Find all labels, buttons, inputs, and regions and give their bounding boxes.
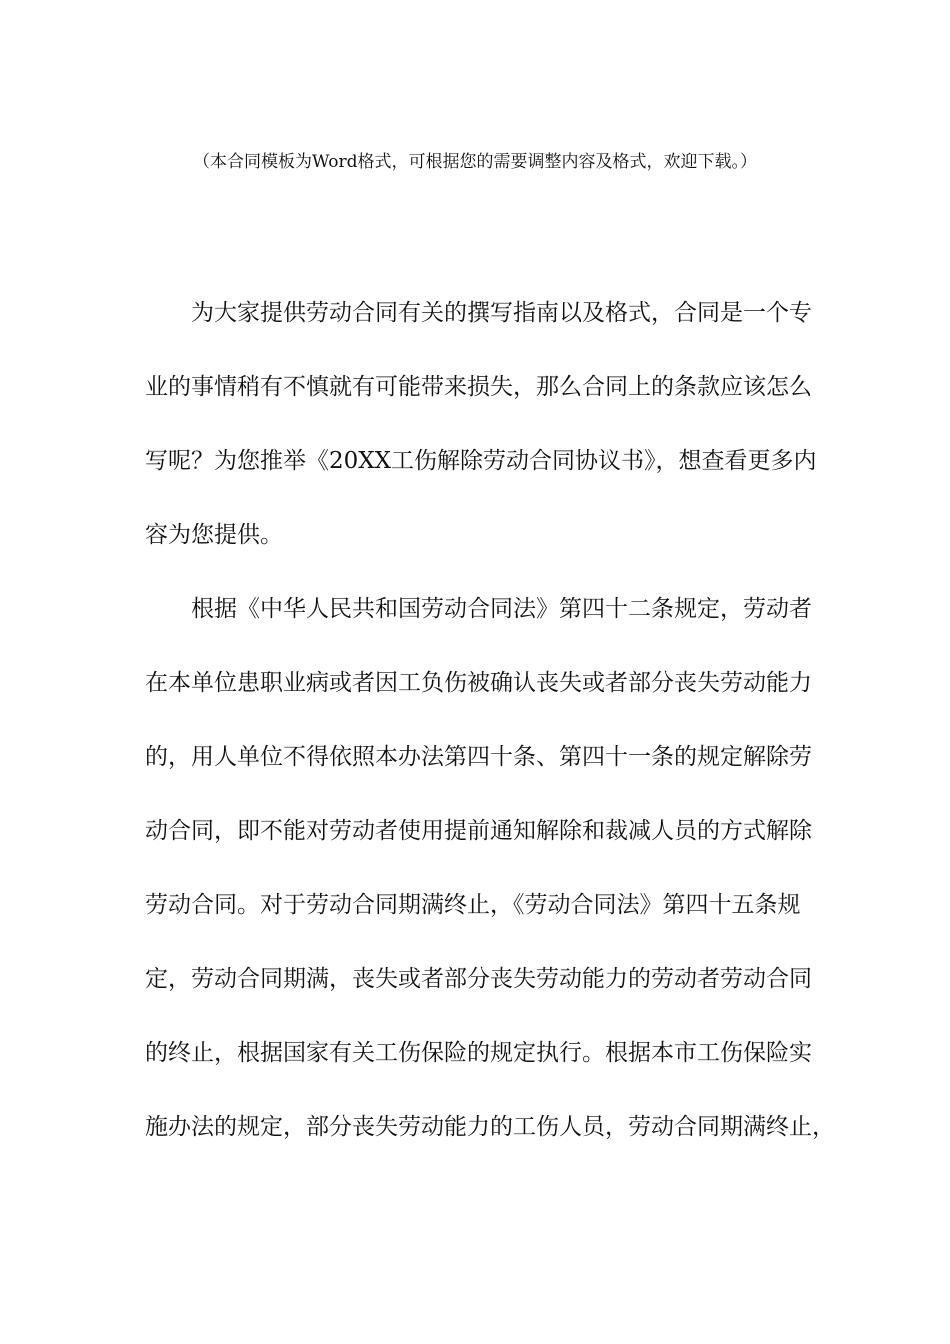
text-line: 在本单位患职业病或者因工负伤被确认丧失或者部分丧失劳动能力 — [145, 670, 812, 696]
text-line: 根据《中华人民共和国劳动合同法》第四十二条规定，劳动者 — [191, 596, 812, 622]
template-note: （本合同模板为Word格式，可根据您的需要调整内容及格式，欢迎下载。） — [192, 152, 758, 172]
text-line: 的终止，根据国家有关工伤保险的规定执行。根据本市工伤保险实 — [145, 1040, 812, 1066]
paragraph-law — [145, 593, 835, 1185]
text-line: 容为您提供。 — [145, 522, 283, 548]
text-line: 的，用人单位不得依照本办法第四十条、第四十一条的规定解除劳 — [145, 744, 812, 770]
text-line: 劳动合同。对于劳动合同期满终止，《劳动合同法》第四十五条规 — [145, 892, 801, 918]
text-line: 写呢？为您推举《20XX工伤解除劳动合同协议书》，想查看更多内 — [145, 448, 817, 474]
text-line: 业的事情稍有不慎就有可能带来损失，那么合同上的条款应该怎么 — [145, 374, 812, 400]
text-line: 定，劳动合同期满，丧失或者部分丧失劳动能力的劳动者劳动合同 — [145, 966, 812, 992]
text-line: 动合同，即不能对劳动者使用提前通知解除和裁减人员的方式解除 — [145, 818, 812, 844]
text-line: 施办法的规定，部分丧失劳动能力的工伤人员，劳动合同期满终止， — [145, 1114, 835, 1140]
document-body — [145, 297, 835, 1185]
text-line: 为大家提供劳动合同有关的撰写指南以及格式，合同是一个专 — [191, 300, 812, 326]
paragraph-intro — [145, 297, 817, 593]
